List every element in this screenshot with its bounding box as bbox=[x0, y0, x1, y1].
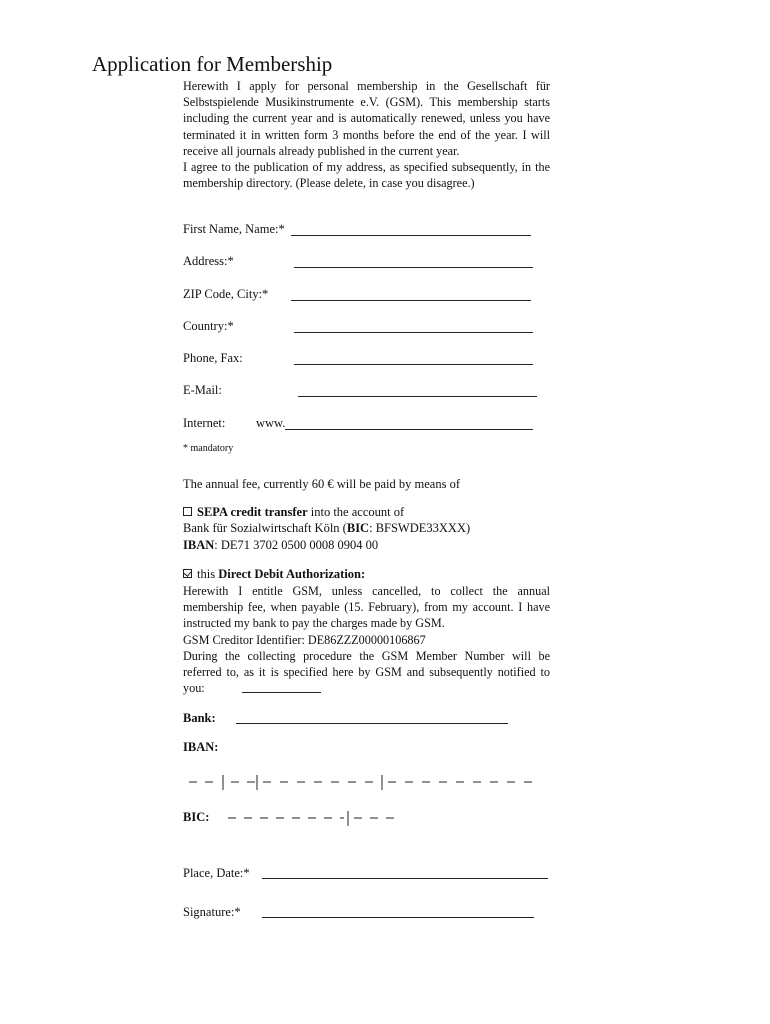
signature-label: Signature:* bbox=[183, 905, 241, 919]
internet-label: Internet: bbox=[183, 416, 226, 430]
first-name-label: First Name, Name:* bbox=[183, 222, 285, 236]
iban-input-boxes[interactable] bbox=[185, 772, 545, 792]
sepa-bank-name: Bank für Sozialwirtschaft Köln ( bbox=[183, 521, 347, 535]
creditor-identifier: GSM Creditor Identifier: DE86ZZZ00000106867 bbox=[183, 632, 426, 647]
sepa-iban-label: IBAN bbox=[183, 538, 215, 552]
internet-field[interactable] bbox=[285, 429, 533, 430]
phone-fax-field[interactable] bbox=[294, 364, 533, 365]
phone-fax-label: Phone, Fax: bbox=[183, 351, 243, 365]
sepa-bic-label: BIC bbox=[346, 521, 370, 535]
direct-debit-label-prefix: this bbox=[197, 567, 219, 581]
country-label: Country:* bbox=[183, 319, 234, 333]
sepa-label: SEPA credit transfer bbox=[197, 505, 308, 519]
address-label: Address:* bbox=[183, 254, 234, 268]
page-title: Application for Membership bbox=[92, 52, 333, 76]
sepa-iban-value: : DE71 3702 0500 0008 0904 00 bbox=[214, 538, 379, 552]
signature-field[interactable] bbox=[262, 917, 534, 918]
iban-label: IBAN: bbox=[183, 740, 219, 754]
sepa-label-rest: into the account of bbox=[307, 505, 405, 519]
bic-label: BIC: bbox=[183, 810, 210, 824]
address-field[interactable] bbox=[294, 267, 533, 268]
direct-debit-authorization: Herewith I entitle GSM, unless cancelled, to collect the annual membership fee, when payable (15. February), from my account. I have instructed my bank to pay the charges made by GSM. bbox=[183, 584, 550, 631]
sepa-checkbox[interactable] bbox=[183, 507, 192, 516]
direct-debit-label: Direct Debit Authorization: bbox=[218, 567, 366, 581]
direct-debit-checkbox[interactable] bbox=[183, 569, 192, 578]
internet-prefix: www. bbox=[256, 416, 286, 430]
bank-label: Bank: bbox=[183, 711, 216, 725]
direct-debit-text bbox=[183, 583, 550, 696]
country-field[interactable] bbox=[294, 332, 533, 333]
member-number-note: During the collecting procedure the GSM Member Number will be referred to, as it is specified here by GSM and subsequently notified to you: bbox=[183, 648, 550, 696]
sepa-bic-value: : BFSWDE33XXX) bbox=[369, 521, 471, 535]
zip-city-label: ZIP Code, City:* bbox=[183, 287, 269, 301]
intro-paragraph-directory: I agree to the publication of my address, as specified subsequently, in the membership directory. (Please delete, in case you disagree.) bbox=[183, 160, 550, 191]
bank-field[interactable] bbox=[236, 723, 508, 724]
bic-input-boxes[interactable] bbox=[225, 808, 400, 828]
zip-city-field[interactable] bbox=[291, 300, 531, 301]
member-number-field[interactable] bbox=[242, 692, 321, 693]
sepa-iban-line bbox=[183, 538, 378, 553]
intro-text bbox=[183, 78, 550, 191]
email-label: E-Mail: bbox=[183, 383, 222, 397]
email-field[interactable] bbox=[298, 396, 537, 397]
first-name-field[interactable] bbox=[291, 235, 531, 236]
fee-text: The annual fee, currently 60 € will be paid by means of bbox=[183, 477, 460, 491]
sepa-bank-line bbox=[183, 521, 470, 536]
intro-paragraph-membership: Herewith I apply for personal membership in the Gesellschaft für Selbstspielende Musikinstrumente e.V. (GSM). This membership starts including the current year and is automatically renewed, unless you have terminated it in written form 3 months before the end of the year. I will receive all journals already published in the current year. bbox=[183, 79, 550, 158]
place-date-label: Place, Date:* bbox=[183, 866, 250, 880]
place-date-field[interactable] bbox=[262, 878, 548, 879]
direct-debit-option bbox=[183, 567, 365, 582]
sepa-option bbox=[183, 505, 404, 520]
mandatory-note: * mandatory bbox=[183, 443, 234, 454]
